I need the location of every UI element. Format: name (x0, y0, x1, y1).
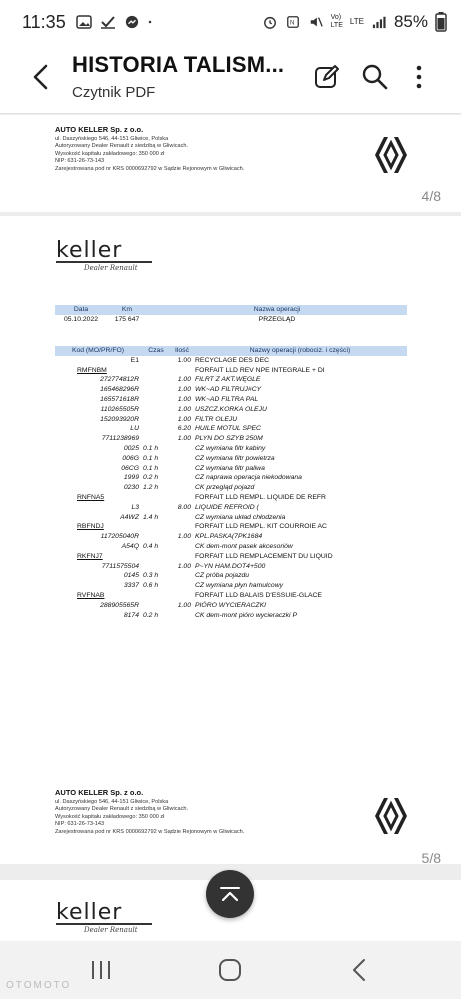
op-time (141, 522, 171, 532)
op-qty (171, 611, 193, 621)
operation-row (55, 493, 407, 503)
op-code: RVFNAB (77, 591, 105, 599)
op-qty: 8.00 (177, 503, 191, 511)
op-time (141, 552, 171, 562)
op-qty: 1.00 (177, 395, 191, 403)
op-time: 1.2 h (143, 484, 159, 492)
operations-rows (55, 356, 407, 621)
op-time (141, 532, 171, 542)
op-qty: 1.00 (177, 356, 191, 364)
op-time: 0.1 h (143, 444, 159, 452)
op-code: 006G (122, 454, 139, 462)
op-code: 1999 (123, 474, 139, 482)
page-number-5: 5/8 (421, 850, 441, 866)
company-capital: Wysokość kapitału zakładowego: 350 000 zł (55, 150, 165, 157)
op-code: 8174 (123, 611, 139, 619)
operation-row (55, 424, 407, 434)
op-name: USZCZ.KORKA OLEJU (195, 405, 267, 413)
op-time (141, 424, 171, 434)
op-time: 0.1 h (143, 454, 159, 462)
op-code: LU (130, 425, 139, 433)
company-krs: Zarejestrowana pod nr KRS 0000692792 w Sądzie Rejonowym w Gliwicach. (55, 165, 245, 172)
keller-logo (56, 238, 152, 272)
ops-header-name: Nazwy operacji (robociz. i części) (193, 346, 407, 356)
op-qty (171, 483, 193, 493)
status-time: 11:35 (22, 11, 66, 32)
operation-row (55, 385, 407, 395)
operation-row (55, 454, 407, 464)
operation-row (55, 591, 407, 601)
op-time (141, 366, 171, 376)
op-code: A4WZ (120, 513, 139, 521)
op-code: 0230 (123, 484, 139, 492)
operation-row (55, 532, 407, 542)
op-name: CZ wymiana filtr powietrza (195, 454, 275, 462)
op-time (141, 385, 171, 395)
op-time (141, 503, 171, 513)
op-name: FORFAIT LLD REMPL. KIT COURROIE AC (195, 523, 327, 531)
search-icon[interactable] (360, 62, 390, 92)
otomoto-watermark: OTOMOTO (6, 980, 72, 991)
company-nip: NIP: 631-26-73-143 (55, 821, 105, 828)
renault-logo-icon (374, 796, 408, 836)
op-code: 06CG (121, 464, 139, 472)
edit-icon[interactable] (312, 62, 342, 92)
lte-label: LTE (349, 17, 364, 26)
op-qty (171, 581, 193, 591)
operation-row (55, 356, 407, 366)
operation-row (55, 562, 407, 572)
op-qty: 1.00 (177, 435, 191, 443)
operation-row (55, 542, 407, 552)
op-time: 0.2 h (143, 474, 159, 482)
operation-row (55, 522, 407, 532)
op-time (141, 493, 171, 503)
op-code: RNFNA5 (77, 493, 105, 501)
operation-row (55, 581, 407, 591)
op-time: 1.4 h (143, 513, 159, 521)
messenger-icon (124, 15, 140, 29)
op-qty (171, 454, 193, 464)
keller-logo-tagline: Dealer Renault (84, 264, 138, 272)
summary-row (55, 315, 407, 325)
op-code: 0025 (123, 444, 139, 452)
operation-row (55, 434, 407, 444)
op-name: CZ wymiana układ chłodzenia (195, 513, 286, 521)
op-name: FORFAIT LLD BALAIS D'ESSUIE-GLACE (195, 591, 322, 599)
back-nav-icon[interactable] (347, 957, 373, 983)
op-time: 0.3 h (143, 572, 159, 580)
document-title: HISTORIA TALISM... (72, 52, 285, 77)
op-time (141, 562, 171, 572)
operation-row (55, 601, 407, 611)
op-qty (171, 552, 193, 562)
summary-table (55, 305, 407, 325)
op-qty (171, 542, 193, 552)
op-time: 0.2 h (143, 611, 159, 619)
op-qty (171, 473, 193, 483)
op-time: 0.1 h (143, 464, 159, 472)
op-code: E1 (130, 356, 139, 364)
ops-header-qty: Ilość (171, 346, 193, 356)
op-code: 117205040R (100, 533, 139, 541)
op-time: 0.6 h (143, 582, 159, 590)
op-time (141, 591, 171, 601)
page-number-4: 4/8 (421, 188, 441, 204)
status-bar (0, 0, 461, 44)
alarm-icon (262, 15, 278, 29)
op-name: KPL.PASKA(7PK1684 (195, 533, 263, 541)
op-name: CK dem-mont pióro wycieraczki P (195, 611, 297, 619)
op-qty (171, 464, 193, 474)
op-code: 152093920R (100, 415, 139, 423)
op-code: 7711238969 (101, 435, 139, 443)
lte-small-label: LTE (330, 22, 343, 29)
summary-header-operation: Nazwa operacji (147, 305, 407, 315)
op-qty (171, 513, 193, 523)
summary-operation: PRZEGLĄD (258, 315, 296, 323)
keller-logo-word: keller (56, 900, 123, 925)
keller-logo (56, 900, 152, 934)
op-code: 110265505R (100, 405, 139, 413)
company-footer (55, 126, 244, 174)
summary-header-date: Data (55, 305, 107, 315)
operation-row (55, 375, 407, 385)
op-name: CZ próba pojazdu (195, 572, 250, 580)
operation-row (55, 473, 407, 483)
op-time: 0.4 h (143, 542, 159, 550)
op-qty: 1.00 (177, 386, 191, 394)
op-name: FILRT Z AKT.WĘGLE (195, 376, 261, 384)
operation-row (55, 366, 407, 376)
operation-row (55, 483, 407, 493)
company-krs: Zarejestrowana pod nr KRS 0000692792 w Sądzie Rejonowym w Gliwicach. (55, 828, 245, 835)
summary-km: 175 647 (114, 315, 140, 323)
renault-logo-icon (374, 135, 408, 175)
op-name: WK~AD FILTRA PAL (195, 395, 259, 403)
nfc-icon (285, 15, 301, 29)
app-bar (0, 44, 461, 114)
op-qty (171, 493, 193, 503)
company-nip: NIP: 631-26-73-143 (55, 158, 105, 165)
op-time (141, 375, 171, 385)
pdf-page-4 (0, 115, 461, 212)
battery-icon (435, 12, 447, 32)
op-name: P~YN HAM.DOT4+500 (195, 562, 266, 570)
operation-row (55, 444, 407, 454)
operation-row (55, 503, 407, 513)
op-qty: 1.00 (177, 415, 191, 423)
ops-header-time: Czas (141, 346, 171, 356)
operation-row (55, 552, 407, 562)
operation-row (55, 464, 407, 474)
operation-row (55, 405, 407, 415)
op-name: CZ wymiana płyn hamulcowy (195, 582, 284, 590)
op-time (141, 395, 171, 405)
op-time (141, 415, 171, 425)
op-code: RBFNDJ (77, 523, 104, 531)
company-dealer-info: Autoryzowany Dealer Renault z siedzibą w Gliwicach. (55, 806, 189, 813)
op-qty: 1.00 (177, 405, 191, 413)
op-code: 7711575504 (101, 562, 139, 570)
volte-label: Vo) (330, 14, 342, 21)
gallery-icon (76, 15, 92, 29)
operation-row (55, 611, 407, 621)
op-code: RKFNJ7 (77, 552, 103, 560)
company-name: AUTO KELLER Sp. z o.o. (55, 788, 144, 797)
op-qty: 1.00 (177, 533, 191, 541)
op-name: FORFAIT LLD REMPLACEMENT DU LIQUID (195, 552, 333, 560)
op-name: CK przegląd pojazd (195, 484, 255, 492)
scroll-up-icon (219, 885, 241, 903)
back-arrow-icon[interactable] (28, 62, 56, 92)
more-options-icon[interactable] (404, 62, 434, 92)
keller-logo-tagline: Dealer Renault (84, 926, 138, 934)
op-qty (171, 571, 193, 581)
company-capital: Wysokość kapitału zakładowego: 350 000 zł (55, 813, 165, 820)
op-code: 272774812R (100, 376, 139, 384)
operations-table (55, 346, 407, 620)
notification-dot-icon (148, 15, 156, 29)
op-code: RMFNBM (77, 366, 107, 374)
op-time (141, 405, 171, 415)
svg-text:N: N (289, 19, 294, 27)
battery-percentage: 85% (393, 12, 428, 31)
company-dealer-info: Autoryzowany Dealer Renault z siedzibą w Gliwicach. (55, 143, 189, 150)
summary-header-km: Km (107, 305, 147, 315)
op-time (141, 356, 171, 366)
op-qty: 1.00 (177, 601, 191, 609)
op-qty (171, 444, 193, 454)
op-qty (171, 591, 193, 601)
op-code: A54Q (121, 542, 139, 550)
company-address: ul. Daszyńskiego 546, 44-151 Gliwice, Polska (55, 798, 169, 805)
op-code: 165468296R (100, 386, 139, 394)
op-name: PIÓRO WYCIERACZKI (195, 601, 266, 609)
signal-icon (371, 15, 387, 29)
home-icon[interactable] (217, 957, 243, 983)
op-code: 0145 (123, 572, 139, 580)
op-name: FORFAIT LLD REMPL. LIQUIDE DE REFR (195, 493, 326, 501)
op-name: CZ naprawa operacja niekodowana (195, 474, 302, 482)
op-qty (171, 522, 193, 532)
op-time (141, 601, 171, 611)
operation-row (55, 513, 407, 523)
op-name: CK dem-mont pasek akcesoriów (195, 542, 293, 550)
company-name: AUTO KELLER Sp. z o.o. (55, 125, 144, 134)
op-qty: 1.00 (177, 376, 191, 384)
op-qty: 1.00 (177, 562, 191, 570)
operation-row (55, 415, 407, 425)
operation-row (55, 395, 407, 405)
op-name: CZ wymiana filtr kabiny (195, 444, 266, 452)
op-name: RECYCLAGE DES DEC (195, 356, 270, 364)
company-footer-page5 (55, 789, 244, 837)
app-subtitle: Czytnik PDF (72, 84, 156, 101)
ops-header-code: Kod (MO/PR/FO) (55, 346, 141, 356)
summary-date: 05.10.2022 (63, 315, 99, 323)
op-code: 165571618R (100, 395, 139, 403)
op-name: WK~AD FILTRUJ#CY (195, 386, 262, 394)
op-name: LIQUIDE REFROID ( (195, 503, 259, 511)
mute-icon (308, 15, 324, 29)
op-qty: 6.20 (177, 425, 191, 433)
op-qty (171, 366, 193, 376)
operation-row (55, 571, 407, 581)
op-name: FILTR OLEJU (195, 415, 238, 423)
op-name: HUILE MOTUL SPEC (195, 425, 261, 433)
pdf-page-5 (0, 216, 461, 864)
op-name: FORFAIT LLD REV NPE INTEGRALE + DI (195, 366, 325, 374)
op-time (141, 434, 171, 444)
op-code: 3337 (123, 582, 139, 590)
op-name: CZ wymiana filtr paliwa (195, 464, 265, 472)
scroll-to-top-button[interactable] (206, 870, 254, 918)
op-name: PLYN DO SZYB 250M (195, 435, 263, 443)
op-code: 288905565R (100, 601, 139, 609)
keller-logo-word: keller (56, 238, 123, 263)
checkmark-notification-icon (100, 15, 116, 29)
company-address: ul. Daszyńskiego 546, 44-151 Gliwice, Polska (55, 135, 169, 142)
recent-apps-icon[interactable] (88, 957, 114, 983)
op-code: L3 (131, 503, 139, 511)
